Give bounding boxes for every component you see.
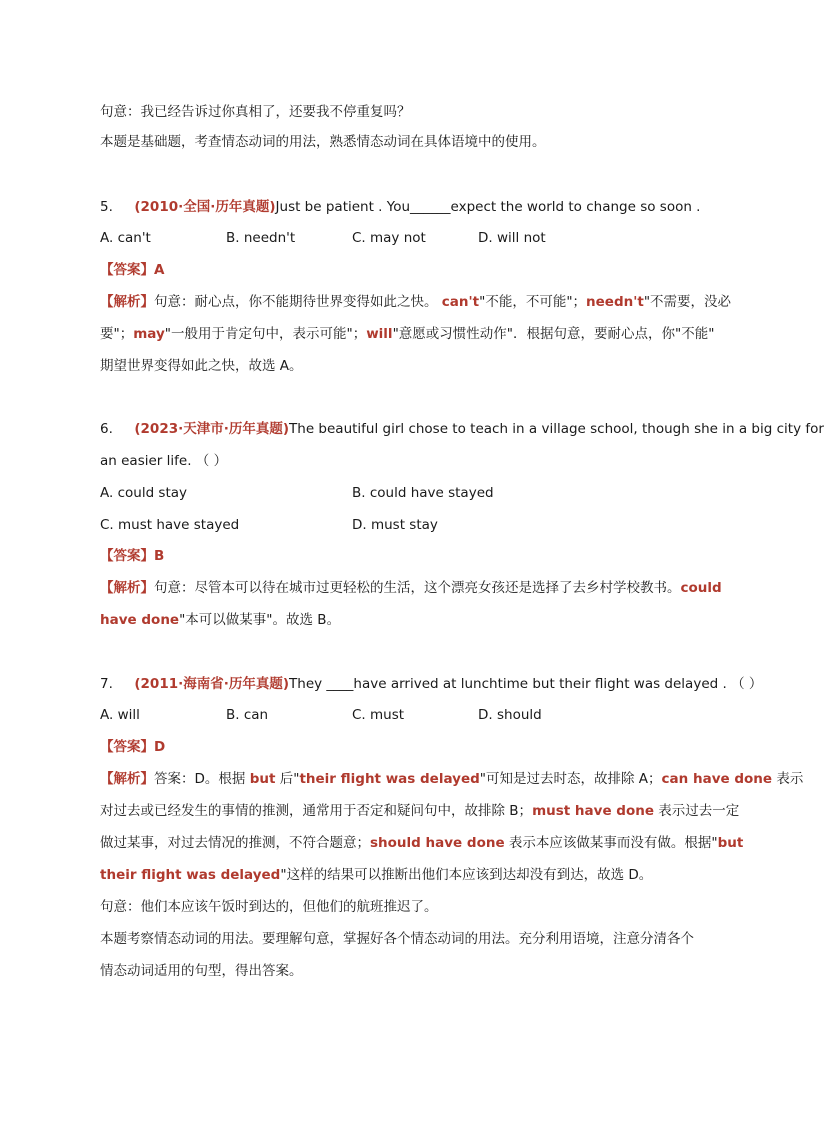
note-line: 情态动词适用的句型，得出答案。 — [100, 963, 303, 979]
answer-line — [100, 546, 164, 566]
analysis-text: "本可以做某事"。故选 B。 — [179, 612, 341, 628]
analysis-keyword: must have done — [532, 803, 655, 819]
analysis-text: 表示过去一定 — [654, 803, 740, 819]
analysis-keyword: can have done — [661, 771, 773, 787]
option-b: B. needn't — [226, 230, 296, 246]
analysis-line — [100, 292, 731, 312]
analysis-text: 答案：D。根据 — [154, 771, 250, 787]
analysis-keyword: will — [366, 326, 393, 342]
option-a: A. will — [100, 707, 140, 723]
answer-value: D — [154, 739, 166, 755]
analysis-text: "意愿或习惯性动作"．根据句意，要耐心点，你"不能" — [392, 326, 715, 342]
question-source: (2011·海南省·历年真题) — [134, 676, 290, 692]
option-b: B. can — [226, 707, 269, 723]
question-number: 6. — [100, 421, 113, 437]
analysis-text: 对过去或已经发生的事情的推测，通常用于否定和疑问句中，故排除 B； — [100, 803, 533, 819]
answer-value: A — [154, 262, 165, 278]
analysis-keyword: should have done — [370, 835, 505, 851]
intro-note: 本题是基础题，考查情态动词的用法，熟悉情态动词在具体语境中的使用。 — [100, 134, 546, 150]
option-b: B. could have stayed — [352, 485, 494, 501]
question-6-stem — [100, 419, 824, 439]
analysis-text: "一般用于肯定句中，表示可能"； — [164, 326, 367, 342]
option-a: A. can't — [100, 230, 151, 246]
analysis-text: 句意：尽管本可以待在城市过更轻松的生活，这个漂亮女孩还是选择了去乡村学校教书。 — [154, 580, 681, 596]
analysis-line — [100, 865, 652, 885]
analysis-keyword: but — [249, 771, 276, 787]
question-number: 7. — [100, 676, 113, 692]
analysis-text: 表示 — [772, 771, 804, 787]
analysis-text: 后" — [275, 771, 300, 787]
note-line: 本题考察情态动词的用法。要理解句意，掌握好各个情态动词的用法。充分利用语境，注意分清各个 — [100, 931, 694, 947]
intro-meaning: 句意：我已经告诉过你真相了，还要我不停重复吗？ — [100, 104, 411, 120]
meaning-line: 句意：他们本应该午饭时到达的，但他们的航班推迟了。 — [100, 899, 438, 915]
analysis-keyword: have done — [100, 612, 180, 628]
analysis-text: "不能，不可能"； — [479, 294, 587, 310]
answer-line — [100, 737, 165, 757]
option-d: D. should — [478, 707, 542, 723]
analysis-label: 【解析】 — [100, 771, 154, 787]
analysis-line — [100, 578, 722, 598]
answer-value: B — [154, 548, 165, 564]
analysis-keyword: their flight was delayed — [299, 771, 480, 787]
answer-line — [100, 260, 164, 280]
analysis-text: "可知是过去时态，故排除 A； — [479, 771, 662, 787]
analysis-text: "不需要，没必 — [643, 294, 732, 310]
analysis-text: 要"； — [100, 326, 134, 342]
analysis-text: 表示本应该做某事而没有做。根据" — [504, 835, 718, 851]
question-text: The beautiful girl chose to teach in a village school, though she in a big city for — [289, 421, 824, 437]
analysis-line — [100, 769, 803, 789]
option-c: C. must — [352, 707, 405, 723]
analysis-keyword: can't — [441, 294, 480, 310]
option-a: A. could stay — [100, 485, 188, 501]
analysis-line — [100, 801, 739, 821]
analysis-label: 【解析】 — [100, 580, 154, 596]
option-d: D. will not — [478, 230, 546, 246]
analysis-keyword: needn't — [586, 294, 644, 310]
answer-label: 【答案】 — [100, 262, 154, 278]
question-7-stem — [100, 674, 762, 694]
analysis-keyword: their flight was delayed — [100, 867, 281, 883]
question-text: Just be patient . You______expect the world to change so soon . — [275, 199, 701, 215]
option-c: C. may not — [352, 230, 426, 246]
analysis-label: 【解析】 — [100, 294, 154, 310]
analysis-keyword: could — [680, 580, 722, 596]
question-text: They ____have arrived at lunchtime but their flight was delayed . （ ） — [289, 676, 763, 692]
answer-label: 【答案】 — [100, 548, 154, 564]
question-source: (2023·天津市·历年真题) — [134, 421, 290, 437]
analysis-text: 句意：耐心点，你不能期待世界变得如此之快。 — [154, 294, 442, 310]
answer-label: 【答案】 — [100, 739, 154, 755]
analysis-text: 做过某事，对过去情况的推测，不符合题意； — [100, 835, 370, 851]
question-5-stem — [100, 197, 700, 217]
analysis-keyword: but — [717, 835, 744, 851]
analysis-line — [100, 324, 714, 344]
option-d: D. must stay — [352, 517, 438, 533]
question-text: an easier life. （ ） — [100, 453, 228, 469]
analysis-line — [100, 833, 743, 853]
analysis-text: "这样的结果可以推断出他们本应该到达却没有到达，故选 D。 — [280, 867, 653, 883]
question-source: (2010·全国·历年真题) — [134, 199, 276, 215]
analysis-line — [100, 610, 340, 630]
question-number: 5. — [100, 199, 113, 215]
option-c: C. must have stayed — [100, 517, 240, 533]
analysis-line: 期望世界变得如此之快，故选 A。 — [100, 358, 303, 374]
analysis-keyword: may — [133, 326, 165, 342]
